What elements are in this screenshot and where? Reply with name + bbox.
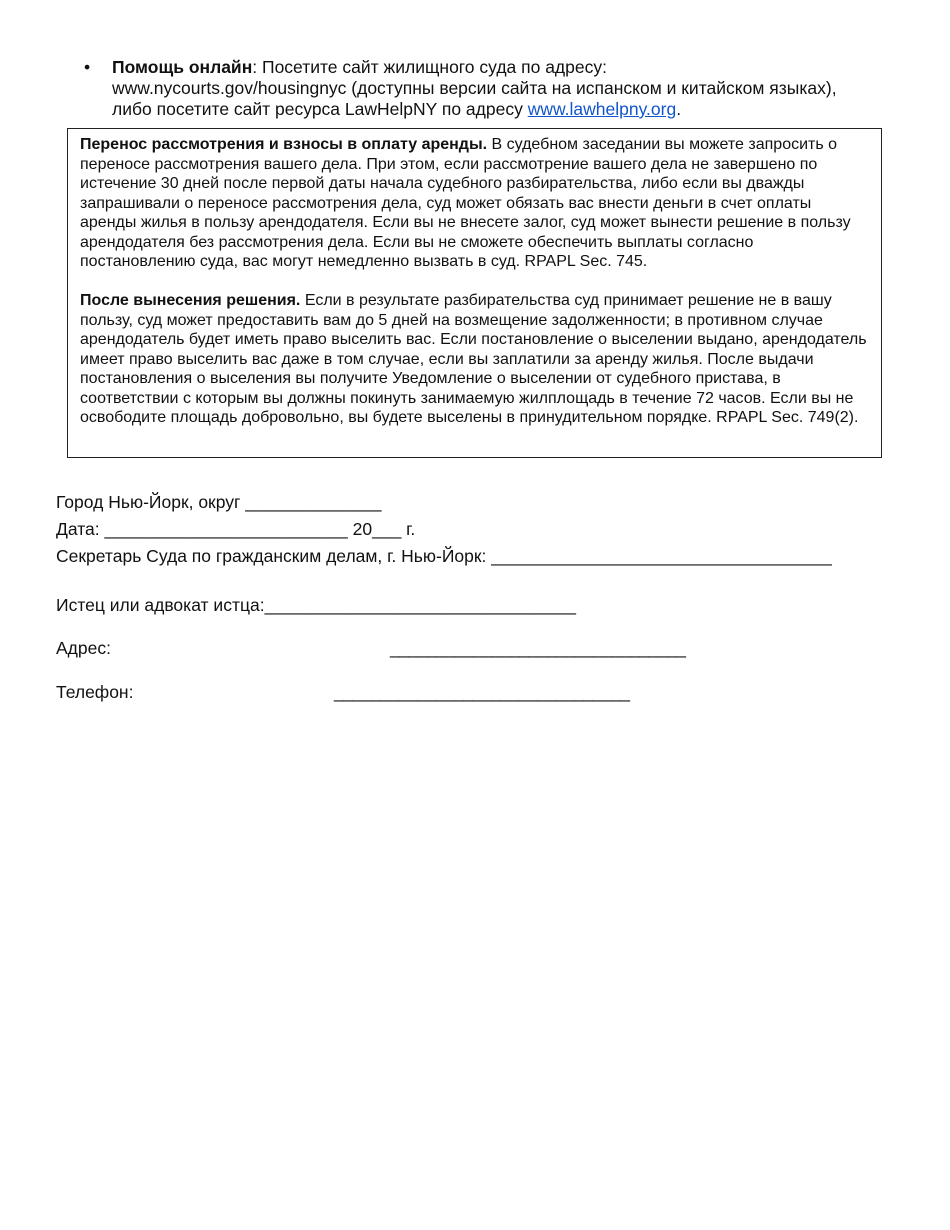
notice-adjournment xyxy=(80,135,869,272)
online-help-end: . xyxy=(676,99,682,119)
notice-after-judgment xyxy=(80,291,869,428)
phone-label: Телефон: xyxy=(56,682,134,702)
clerk-field[interactable]: Секретарь Суда по гражданским делам, г. Нью-Йорк: ___________________________________ xyxy=(56,546,832,566)
online-help-line-3: либо посетите сайт ресурса LawHelpNY по адресу xyxy=(112,99,528,119)
lawhelpny-link[interactable]: www.lawhelpny.org xyxy=(527,99,677,119)
notice-after-judgment-text: Если в результате разбирательства суд принимает решение не в вашу пользу, суд может предоставить вам до 5 дней на возмещение задолженности; в противном случае арендодатель будет иметь право выселить вас. Если постановление о выселении выдано, арендодатель имеет право выселить вас даже в том случае, если вы заплатили за аренду жилья. После выдачи постановления о выселения вы получите Уведомление о выселении от судебного пристава, в соответствии с которым вы должны покинуть занимаемую жилплощадь в течение 72 часов. Если вы не освободите площадь добровольно, вы будете выселены в принудительном порядке. RPAPL Sec. 749(2). xyxy=(80,292,867,426)
online-help-line-2: www.nycourts.gov/housingnyc (доступны версии сайта на испанском и китайском языках), xyxy=(112,78,837,98)
date-field[interactable]: Дата: _________________________ 20___ г. xyxy=(56,519,416,539)
notice-box xyxy=(67,128,882,458)
online-help-line-1: : Посетите сайт жилищного суда по адресу: xyxy=(252,57,607,77)
notice-after-judgment-title: После вынесения решения. xyxy=(80,292,301,309)
address-field[interactable]: ________________________________ xyxy=(390,638,686,658)
address-label: Адрес: xyxy=(56,638,111,658)
online-help-title: Помощь онлайн xyxy=(112,57,253,77)
plaintiff-field[interactable]: Истец или адвокат истца:________________________________ xyxy=(56,595,577,615)
online-help-item xyxy=(84,57,904,120)
notice-adjournment-title: Перенос рассмотрения и взносы в оплату аренды. xyxy=(80,136,488,153)
borough-field[interactable]: Город Нью-Йорк, округ ______________ xyxy=(56,492,382,512)
bullet-icon: • xyxy=(84,57,91,77)
online-help-text xyxy=(112,57,904,120)
phone-field[interactable]: ________________________________ xyxy=(334,682,630,702)
notice-adjournment-text: В судебном заседании вы можете запросить о переносе рассмотрения вашего дела. При этом, если рассмотрение вашего дела не завершено по истечение 30 дней после первой даты начала судебного разбирательства, либо если вы дважды запрашивали о переносе рассмотрения дела, суд может обязать вас внести деньги в счет оплаты аренды жилья в пользу арендодателя. Если вы не внесете залог, суд может вынести решение в пользу арендодателя без рассмотрения дела. Если вы не сможете обеспечить выплаты согласно постановлению суда, вас могут немедленно вызвать в суд. RPAPL Sec. 745. xyxy=(80,136,851,270)
